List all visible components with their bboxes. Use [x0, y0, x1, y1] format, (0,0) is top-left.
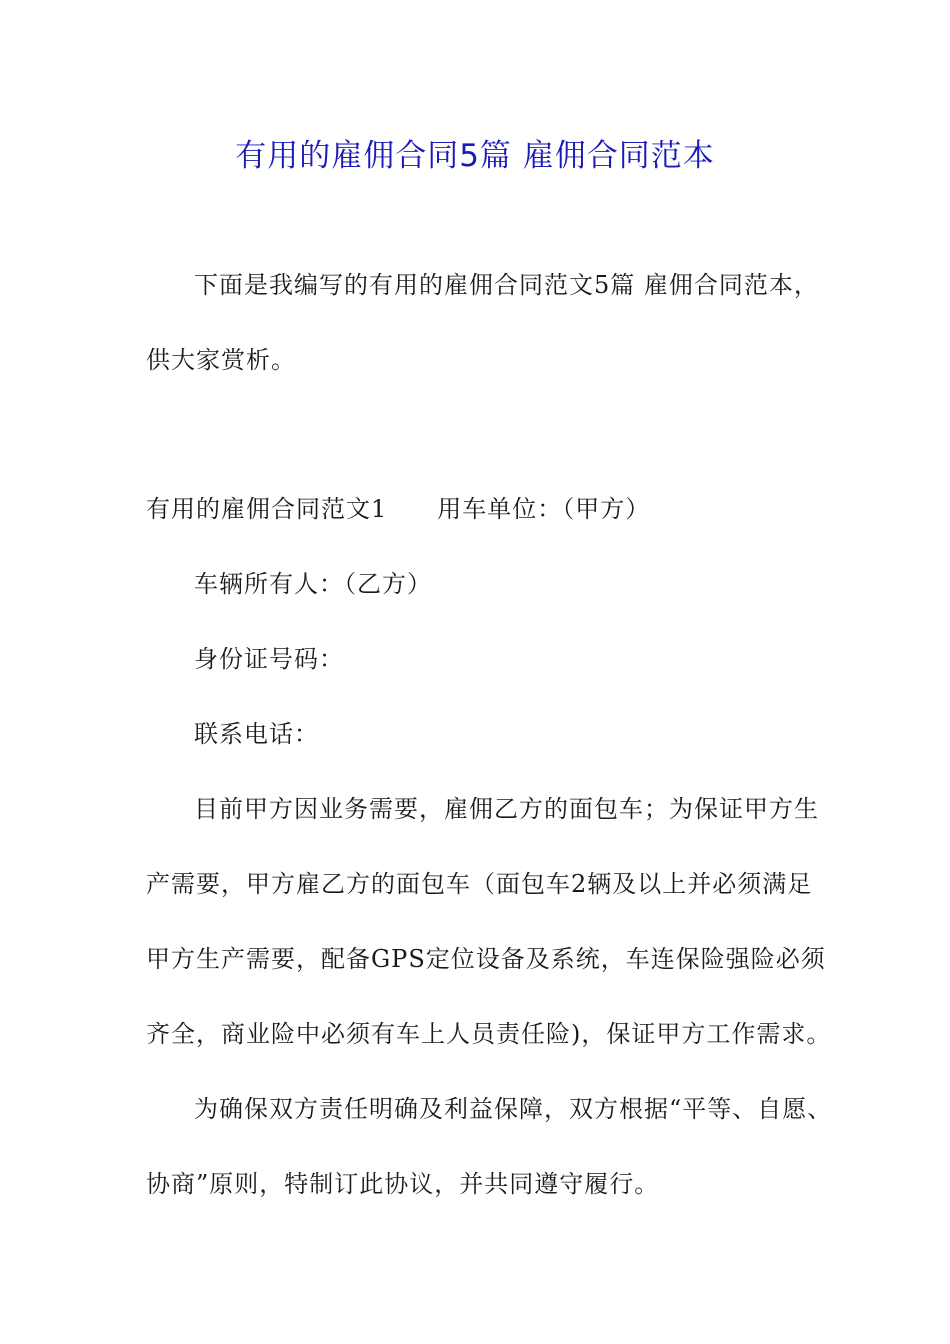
intro-line-2: 供大家赏析。	[146, 346, 296, 374]
para1-line-1: 目前甲方因业务需要，雇佣乙方的面包车；为保证甲方生	[194, 795, 819, 823]
employer-field: 用车单位：（甲方）	[437, 495, 651, 523]
intro-line-1: 下面是我编写的有用的雇佣合同范文5篇 雇佣合同范本，	[194, 271, 819, 299]
para2-line-1: 为确保双方责任明确及利益保障，双方根据“平等、自愿、	[194, 1095, 833, 1123]
section-heading: 有用的雇佣合同范文1	[146, 495, 388, 523]
para2-line-2: 协商”原则，特制订此协议，并共同遵守履行。	[146, 1170, 660, 1198]
owner-field: 车辆所有人：（乙方）	[194, 570, 432, 598]
id-number-field: 身份证号码：	[194, 645, 344, 673]
para1-line-2: 产需要，甲方雇乙方的面包车（面包车2辆及以上并必须满足	[146, 870, 813, 898]
para1-line-3: 甲方生产需要，配备GPS定位设备及系统，车连保险强险必须	[146, 945, 826, 973]
document-title: 有用的雇佣合同5篇 雇佣合同范本	[235, 138, 715, 174]
phone-field: 联系电话：	[194, 720, 319, 748]
section-heading-row	[146, 494, 650, 524]
para1-line-4: 齐全，商业险中必须有车上人员责任险)，保证甲方工作需求。	[146, 1020, 832, 1048]
